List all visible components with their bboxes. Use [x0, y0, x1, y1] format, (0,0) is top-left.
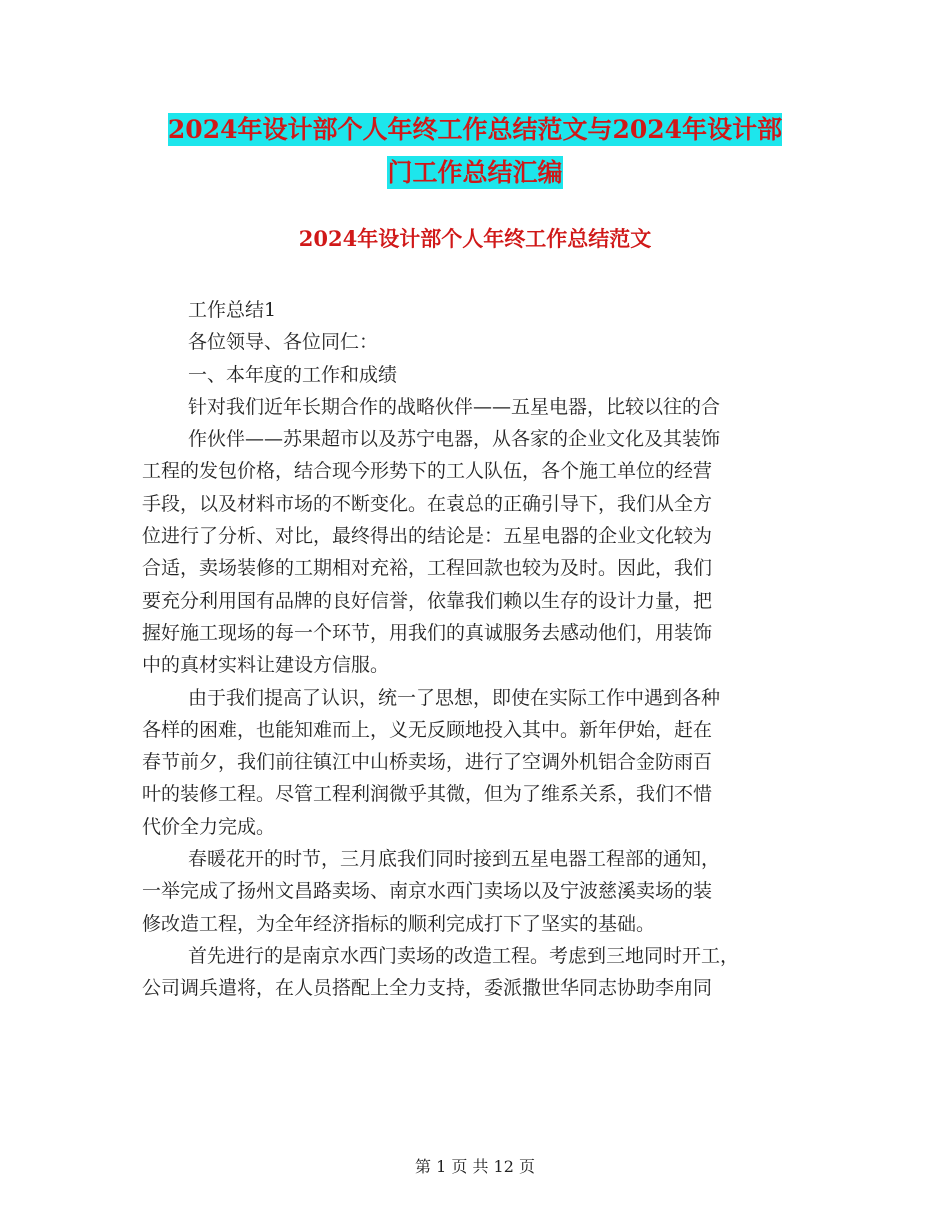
page-footer: 第 1 页 共 12 页	[415, 1157, 535, 1176]
body-line: 工程的发包价格，结合现今形势下的工人队伍，各个施工单位的经营	[142, 460, 713, 483]
body-line: 合适，卖场装修的工期相对充裕，工程回款也较为及时。因此，我们	[142, 557, 713, 580]
body-line: 针对我们近年长期合作的战略伙伴——五星电器，比较以往的合	[188, 395, 721, 418]
body-line: 春节前夕，我们前往镇江中山桥卖场，进行了空调外机铝合金防雨百	[142, 751, 713, 774]
body-line: 代价全力完成。	[142, 815, 276, 838]
main-title-highlight-1: 2024年设计部个人年终工作总结范文与2024年设计部	[167, 115, 783, 144]
section-title: 2024年设计部个人年终工作总结范文	[298, 226, 652, 251]
body-line: 公司调兵遣将，在人员搭配上全力支持，委派撒世华同志协助李甪同	[142, 977, 713, 1000]
body-line: 握好施工现场的每一个环节，用我们的真诚服务去感动他们，用装饰	[142, 621, 713, 644]
body-line: 工作总结1	[188, 299, 277, 321]
body-line: 要充分利用国有品牌的良好信誉，依靠我们赖以生存的设计力量，把	[142, 589, 713, 612]
body-line: 作伙伴——苏果超市以及苏宁电器，从各家的企业文化及其装饰	[188, 428, 721, 451]
main-title-line-2	[100, 156, 850, 190]
body-line: 一、本年度的工作和成绩	[188, 363, 398, 386]
body-line: 中的真材实料让建设方信服。	[142, 654, 390, 677]
body-line: 位进行了分析、对比，最终得出的结论是：五星电器的企业文化较为	[142, 525, 713, 548]
body-line: 手段，以及材料市场的不断变化。在袁总的正确引导下，我们从全方	[142, 492, 713, 515]
body-line: 首先进行的是南京水西门卖场的改造工程。考虑到三地同时开工，	[188, 944, 740, 967]
body-text	[142, 294, 812, 1005]
main-title-line-1	[100, 113, 850, 147]
body-line: 由于我们提高了认识，统一了思想，即使在实际工作中遇到各种	[188, 686, 721, 709]
body-line: 修改造工程，为全年经济指标的顺利完成打下了坚实的基础。	[142, 912, 656, 935]
body-line: 春暖花开的时节，三月底我们同时接到五星电器工程部的通知，	[188, 848, 721, 871]
body-line: 各样的困难，也能知难而上，义无反顾地投入其中。新年伊始，赶在	[142, 718, 713, 741]
body-line: 一举完成了扬州文昌路卖场、南京水西门卖场以及宁波慈溪卖场的装	[142, 880, 713, 903]
body-line: 各位领导、各位同仁：	[188, 331, 379, 354]
main-title-highlight-2: 门工作总结汇编	[387, 158, 563, 187]
body-line: 叶的装修工程。尽管工程利润微乎其微，但为了维系关系，我们不惜	[142, 783, 713, 806]
